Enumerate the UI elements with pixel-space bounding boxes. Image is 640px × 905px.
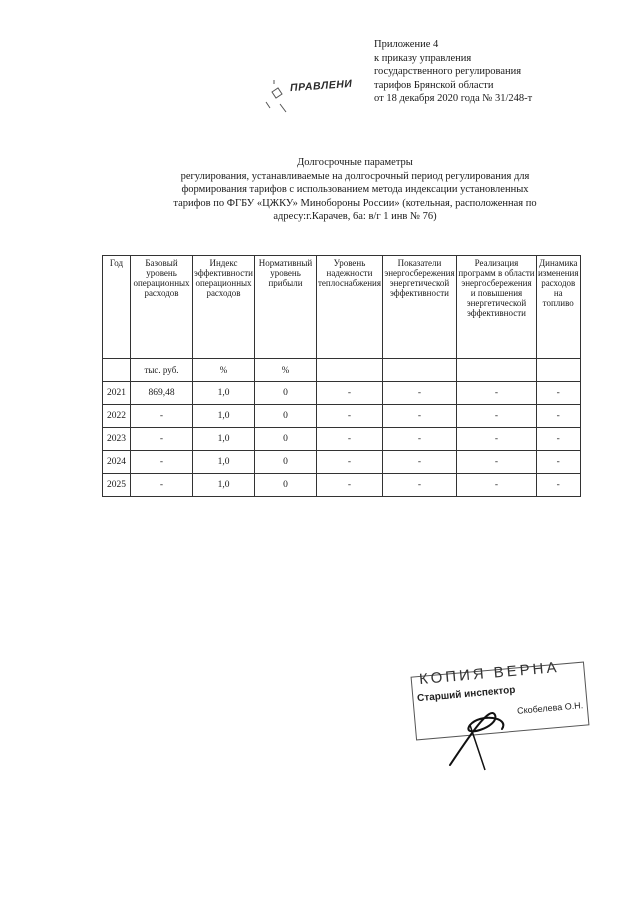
table-cell: 1,0	[193, 382, 255, 405]
table-row	[103, 451, 581, 474]
header-line: от 18 декабря 2020 года № 31/248-т	[374, 93, 533, 104]
table-cell: -	[536, 474, 580, 497]
table-row	[103, 405, 581, 428]
table-cell: -	[456, 451, 536, 474]
table-cell: -	[382, 428, 456, 451]
header-line: к приказу управления	[374, 52, 472, 64]
title-line: формирования тарифов с использованием метода индексации установленных	[181, 184, 529, 195]
table-cell: -	[456, 405, 536, 428]
table-cell: 1,0	[193, 474, 255, 497]
table-cell: -	[317, 428, 383, 451]
table-cell: 0	[255, 405, 317, 428]
unit-cell: %	[193, 359, 255, 382]
table-cell: 869,48	[131, 382, 193, 405]
table-cell: 0	[255, 382, 317, 405]
column-header: Индекс эффективности операционных расходов	[193, 256, 255, 359]
column-header: Нормативный уровень прибыли	[255, 256, 317, 359]
table-cell: -	[317, 382, 383, 405]
stamp-emblem-icon	[252, 62, 372, 132]
column-header: Показатели энергосбережения энергетической эффективности	[382, 256, 456, 359]
column-header: Базовый уровень операционных расходов	[131, 256, 193, 359]
table-cell: -	[456, 382, 536, 405]
table-cell: 0	[255, 474, 317, 497]
header-line: государственного регулирования	[374, 66, 522, 77]
unit-cell	[536, 359, 580, 382]
unit-cell	[103, 359, 131, 382]
unit-cell	[456, 359, 536, 382]
column-header: Реализация программ в области энергосбережения и повышения энергетической эффективности	[456, 256, 536, 359]
table-header-row	[103, 256, 581, 359]
table-cell: 1,0	[193, 405, 255, 428]
table-cell: -	[536, 428, 580, 451]
table-cell: -	[317, 474, 383, 497]
table-cell: 2021	[103, 382, 131, 405]
table-cell: 0	[255, 428, 317, 451]
table-cell: -	[382, 474, 456, 497]
stamp-line: Старший инспектор	[416, 684, 516, 705]
unit-cell	[382, 359, 456, 382]
table-cell: 2023	[103, 428, 131, 451]
table-row	[103, 474, 581, 497]
title-line: адресу:г.Карачев, 6а: в/г 1 инв № 76)	[273, 211, 437, 222]
stamp-line: КОПИЯ ВЕРНА	[418, 658, 561, 689]
parameters-table	[102, 255, 581, 497]
table-cell: 2024	[103, 451, 131, 474]
stamp-text: ПРАВЛЕНИ	[289, 77, 353, 95]
table-row	[103, 428, 581, 451]
header-line: тарифов Брянской области	[374, 79, 494, 91]
table-cell: -	[456, 428, 536, 451]
column-header: Динамика изменения расходов на топливо	[536, 256, 580, 359]
table-cell: 2022	[103, 405, 131, 428]
header-line: Приложение 4	[374, 39, 439, 50]
department-stamp	[252, 62, 372, 132]
unit-cell	[317, 359, 383, 382]
table-cell: -	[317, 451, 383, 474]
table-cell: -	[536, 405, 580, 428]
table-row	[103, 382, 581, 405]
unit-cell: тыс. руб.	[131, 359, 193, 382]
column-header: Год	[103, 256, 131, 359]
title-line: тарифов по ФГБУ «ЦЖКУ» Минобороны России» (котельная, расположенная по	[173, 197, 537, 209]
table-cell: -	[131, 405, 193, 428]
table-cell: -	[131, 474, 193, 497]
title-line: регулирования, устанавливаемые на долгосрочный период регулирования для	[180, 170, 530, 182]
signature-icon	[440, 695, 520, 775]
title-line: Долгосрочные параметры	[297, 157, 413, 168]
column-header: Уровень надежности теплоснабжения	[317, 256, 383, 359]
table-cell: -	[317, 405, 383, 428]
table-cell: -	[536, 451, 580, 474]
table-cell: -	[131, 428, 193, 451]
table-cell: 2025	[103, 474, 131, 497]
table-cell: -	[382, 382, 456, 405]
table-cell: 0	[255, 451, 317, 474]
table-cell: 1,0	[193, 428, 255, 451]
stamp-line: Скобелева О.Н.	[516, 700, 584, 716]
unit-cell: %	[255, 359, 317, 382]
table-cell: -	[456, 474, 536, 497]
table-cell: -	[536, 382, 580, 405]
table-cell: 1,0	[193, 451, 255, 474]
units-row	[103, 359, 581, 382]
table-cell: -	[131, 451, 193, 474]
document-title	[120, 156, 590, 224]
appendix-header	[374, 38, 634, 106]
table-cell: -	[382, 451, 456, 474]
table-cell: -	[382, 405, 456, 428]
